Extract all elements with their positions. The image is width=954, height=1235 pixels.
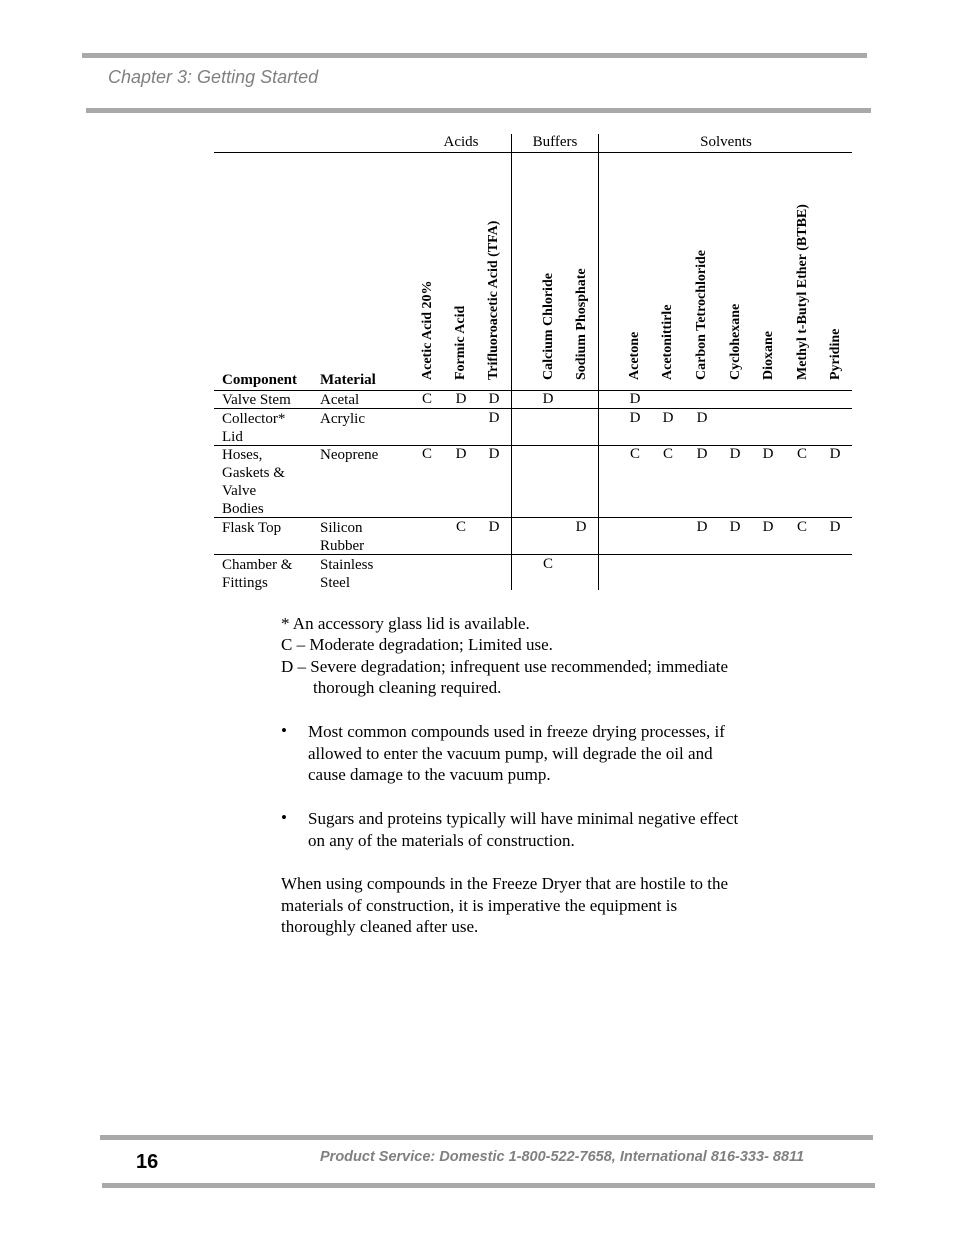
group-header-solvents: Solvents — [700, 134, 752, 150]
component-line: Gaskets & — [222, 465, 285, 481]
component-line: Bodies — [222, 501, 264, 517]
material-cell — [320, 519, 364, 555]
material-cell — [320, 556, 373, 592]
table-rule — [214, 390, 852, 391]
rating-cell: D — [575, 519, 587, 535]
rating-cell: D — [696, 410, 708, 426]
rating-cell: D — [488, 391, 500, 407]
component-line: Hoses, — [222, 447, 263, 463]
rating-cell: C — [421, 391, 432, 407]
rating-cell: D — [629, 391, 641, 407]
column-header: Formic Acid — [453, 305, 468, 380]
rating-cell: D — [455, 446, 467, 462]
bullet-icon: • — [281, 721, 287, 740]
material-cell — [320, 446, 378, 464]
material-cell — [320, 410, 365, 428]
rating-cell: D — [488, 410, 500, 426]
bullet-line: allowed to enter the vacuum pump, will degrade the oil and — [308, 743, 713, 763]
material-line: Acetal — [320, 392, 360, 408]
component-line: Valve — [222, 483, 257, 499]
component-cell — [222, 446, 285, 518]
bullet-text — [308, 721, 788, 786]
column-header: Sodium Phosphate — [574, 268, 589, 380]
rating-cell: D — [696, 519, 708, 535]
rating-cell: C — [629, 446, 640, 462]
bullet-line: Most common compounds used in freeze drying processes, if — [308, 722, 725, 741]
group-header-buffers: Buffers — [532, 134, 578, 150]
material-column-header: Material — [320, 372, 376, 388]
group-header-acids: Acids — [443, 134, 479, 150]
rating-cell: C — [796, 446, 807, 462]
table-rule — [214, 152, 852, 153]
component-cell — [222, 410, 285, 446]
bullet-line: cause damage to the vacuum pump. — [308, 765, 551, 785]
legend-d-continued: thorough cleaning required. — [313, 678, 502, 697]
material-line: Steel — [320, 575, 350, 591]
bullet-icon: • — [281, 808, 287, 827]
rating-cell: D — [729, 446, 741, 462]
compatibility-table — [0, 0, 954, 600]
table-divider — [598, 134, 599, 590]
rating-cell: D — [762, 446, 774, 462]
column-header: Dioxane — [761, 331, 776, 380]
component-line: Valve Stem — [222, 392, 291, 408]
material-cell — [320, 391, 359, 409]
component-cell — [222, 556, 292, 592]
component-line: Collector* — [222, 411, 286, 427]
page-number: 16 — [136, 1151, 159, 1173]
paragraph-line: materials of construction, it is imperative the equipment is — [281, 895, 678, 915]
footer-rule-bottom — [102, 1183, 875, 1188]
component-cell — [222, 519, 281, 537]
component-line: Flask Top — [222, 520, 282, 536]
rating-cell: D — [829, 519, 841, 535]
closing-paragraph — [281, 873, 781, 938]
material-line: Rubber — [320, 538, 365, 554]
rating-cell: C — [455, 519, 466, 535]
rating-cell: D — [488, 446, 500, 462]
legend-d: D – Severe degradation; infrequent use recommended; immediate — [281, 657, 729, 676]
component-column-header: Component — [222, 372, 298, 388]
column-header: Carbon Tetrochloride — [694, 249, 709, 380]
rating-cell: D — [455, 391, 467, 407]
table-rule — [214, 517, 852, 518]
bullet-line: Sugars and proteins typically will have minimal negative effect — [308, 809, 739, 828]
column-header: Pyridine — [828, 328, 843, 380]
column-header: Methyl t-Butyl Ether (BTBE) — [795, 204, 810, 380]
footnote-glass-lid: * An accessory glass lid is available. — [281, 614, 530, 633]
rating-cell: C — [796, 519, 807, 535]
paragraph-line: When using compounds in the Freeze Dryer that are hostile to the — [281, 874, 729, 893]
footer-rule-top — [100, 1135, 873, 1140]
rating-cell: C — [421, 446, 432, 462]
component-line: Chamber & — [222, 557, 293, 573]
rating-cell: D — [696, 446, 708, 462]
bullet-text — [308, 808, 788, 851]
component-line: Lid — [222, 429, 243, 445]
column-header: Trifluoroacetic Acid (TFA) — [486, 220, 501, 380]
rating-cell: D — [829, 446, 841, 462]
rating-cell: D — [729, 519, 741, 535]
rating-cell: D — [542, 391, 554, 407]
column-header: Calcium Chloride — [541, 273, 556, 380]
rating-cell: C — [662, 446, 673, 462]
component-cell — [222, 391, 291, 409]
material-line: Neoprene — [320, 447, 379, 463]
bullet-line: on any of the materials of construction. — [308, 830, 575, 850]
paragraph-line: thoroughly cleaned after use. — [281, 917, 479, 937]
material-line: Acrylic — [320, 411, 365, 427]
rating-cell: D — [488, 519, 500, 535]
column-header: Acetonittirle — [660, 304, 675, 380]
component-line: Fittings — [222, 575, 268, 591]
rating-cell: C — [542, 556, 553, 572]
legend-c: C – Moderate degradation; Limited use. — [281, 635, 553, 654]
column-header: Acetone — [627, 331, 642, 380]
table-divider — [511, 134, 512, 590]
material-line: Silicon — [320, 520, 363, 536]
table-rule — [214, 408, 852, 409]
rating-cell: D — [662, 410, 674, 426]
table-rule — [214, 445, 852, 446]
chapter-title: Chapter 3: Getting Started — [108, 67, 319, 87]
material-line: Stainless — [320, 557, 374, 573]
product-service-contact: Product Service: Domestic 1-800-522-7658, International 816-333- 8811 — [320, 1149, 805, 1165]
rating-cell: D — [762, 519, 774, 535]
column-header: Cyclohexane — [728, 303, 743, 380]
column-header: Acetic Acid 20% — [420, 280, 435, 380]
rating-cell: D — [629, 410, 641, 426]
table-rule — [214, 554, 852, 555]
